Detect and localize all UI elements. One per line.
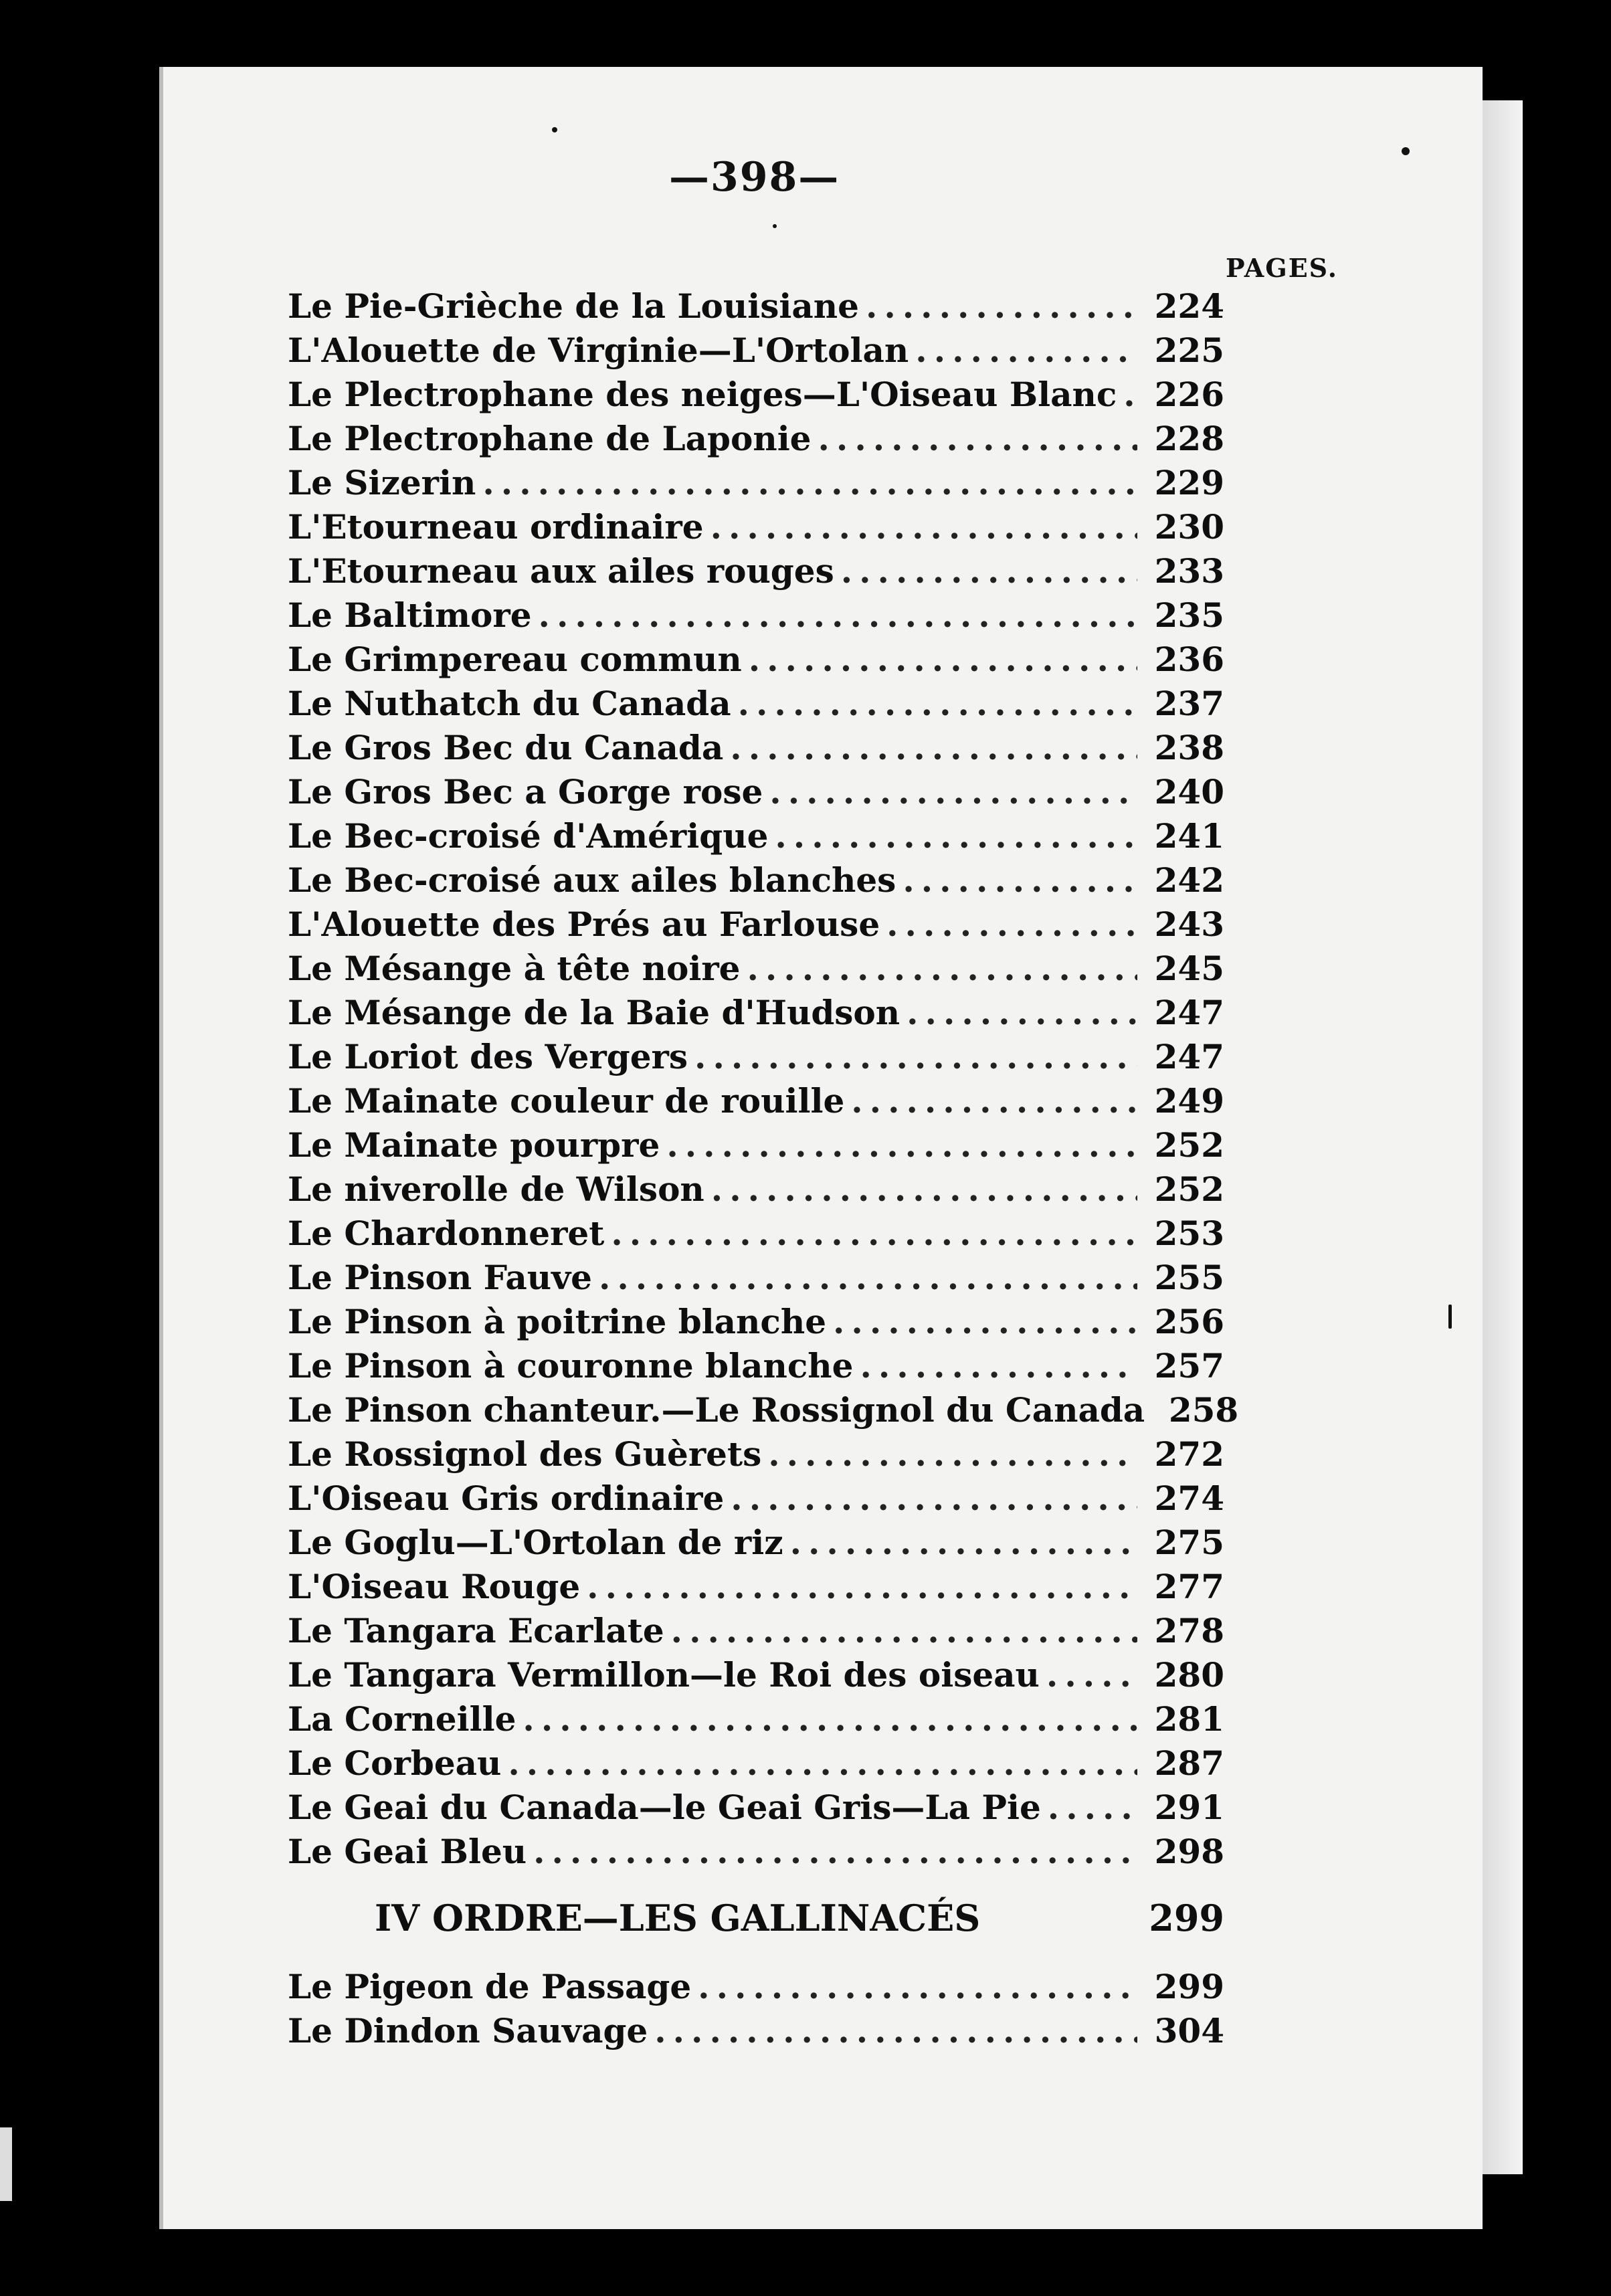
toc-entry: [288, 2009, 1224, 2053]
toc-entry-title: Le Plectrophane de Laponie: [288, 419, 812, 458]
toc-entry-title: Le Sizerin: [288, 463, 476, 502]
dot-leader: [886, 902, 1137, 947]
toc-entry-page: 236: [1154, 640, 1224, 679]
dot-leader: [611, 1212, 1137, 1256]
dot-leader: [790, 1521, 1137, 1565]
toc-entry-page: 238: [1154, 728, 1224, 767]
toc-entry-title: L'Etourneau aux ailes rouges: [288, 551, 834, 591]
dot-leader: [769, 770, 1137, 814]
dot-leader: [508, 1741, 1137, 1786]
toc-entry-page: 272: [1154, 1434, 1224, 1474]
toc-entry-title: La Corneille: [288, 1699, 516, 1739]
toc-entry: [288, 417, 1224, 461]
toc-entry-title: Le Mésange de la Baie d'Hudson: [288, 993, 901, 1032]
toc-entry: [288, 682, 1224, 726]
toc-entry-page: 226: [1154, 375, 1224, 414]
dot-leader: [841, 549, 1137, 593]
toc-entry-page: 252: [1154, 1169, 1224, 1209]
toc-entry-title: L'Etourneau ordinaire: [288, 507, 704, 547]
dot-leader: [903, 858, 1137, 902]
toc-entry-title: Le niverolle de Wilson: [288, 1169, 704, 1209]
toc-entry: [288, 505, 1224, 549]
toc-entry: [288, 1830, 1224, 1874]
toc-entry-page: 280: [1154, 1655, 1224, 1695]
dot-leader: [482, 461, 1137, 505]
toc-entry-title: Le Grimpereau commun: [288, 640, 742, 679]
dot-leader: [768, 1432, 1137, 1476]
dot-leader: [907, 991, 1137, 1035]
dot-leader: [587, 1565, 1137, 1609]
dot-leader: [818, 417, 1138, 461]
dot-leader: [1048, 1786, 1137, 1830]
dot-leader: [666, 1123, 1137, 1167]
toc-entry-page: 230: [1154, 507, 1224, 547]
toc-entry-page: 258: [1168, 1390, 1239, 1430]
toc-entry-title: Le Geai du Canada—le Geai Gris—La Pie: [288, 1788, 1041, 1827]
dot-leader: [1123, 373, 1137, 417]
toc-entry-page: 291: [1154, 1788, 1224, 1827]
ink-speck: [1402, 147, 1410, 155]
toc-entry: [288, 461, 1224, 505]
dot-leader: [738, 682, 1137, 726]
toc-entry: [288, 284, 1224, 328]
toc-entry-page: 287: [1154, 1743, 1224, 1783]
toc-entry-title: Le Pigeon de Passage: [288, 1967, 692, 2006]
toc-entry-page: 241: [1154, 816, 1224, 856]
toc-entry-title: Le Tangara Ecarlate: [288, 1611, 664, 1650]
toc-entry-title: Le Loriot des Vergers: [288, 1037, 688, 1076]
toc-entry: [288, 814, 1224, 858]
toc-entry-title: L'Oiseau Rouge: [288, 1567, 581, 1606]
ink-mark: [1448, 1305, 1452, 1329]
dot-leader: [730, 726, 1137, 770]
toc-entry-page: 245: [1154, 949, 1224, 988]
toc-entry-page: 247: [1154, 1037, 1224, 1076]
toc-entry-title: Le Plectrophane des neiges—L'Oiseau Blanc: [288, 375, 1117, 414]
toc-entry: [288, 991, 1224, 1035]
toc-entry-page: 235: [1154, 595, 1224, 635]
toc-entry-title: Le Baltimore: [288, 595, 532, 635]
toc-entry: [288, 1697, 1224, 1741]
toc-entry: [288, 947, 1224, 991]
toc-entry-page: 247: [1154, 993, 1224, 1032]
toc-entry: [288, 638, 1224, 682]
section-heading: IV ORDRE—LES GALLINACÉS: [375, 1897, 981, 1939]
toc-entry-title: Le Corbeau: [288, 1743, 502, 1783]
toc-entry-page: 225: [1154, 330, 1224, 370]
toc-entry: [288, 1476, 1224, 1521]
toc-entry-title: Le Gros Bec a Gorge rose: [288, 772, 763, 811]
toc-entry: [288, 1300, 1224, 1344]
toc-entry: [288, 1344, 1224, 1388]
toc-entry-page: 298: [1154, 1832, 1224, 1871]
toc-entry-title: Le Bec-croisé d'Amérique: [288, 816, 769, 856]
toc-entry: [288, 1432, 1224, 1476]
dot-leader: [694, 1035, 1137, 1079]
toc-entry-title: Le Dindon Sauvage: [288, 2011, 648, 2050]
toc-entry-title: Le Bec-croisé aux ailes blanches: [288, 860, 896, 900]
ink-speck: [773, 224, 777, 228]
toc-entries-before-section: [288, 284, 1239, 1874]
toc-entry-page: 228: [1154, 419, 1224, 458]
dot-leader: [710, 505, 1137, 549]
toc-entry-title: Le Pie-Grièche de la Louisiane: [288, 286, 859, 326]
toc-entry-title: L'Oiseau Gris ordinaire: [288, 1478, 725, 1518]
toc-entry-page: 253: [1154, 1214, 1224, 1253]
toc-entry-page: 252: [1154, 1125, 1224, 1165]
toc-entry-page: 229: [1154, 463, 1224, 502]
toc-entry-page: 242: [1154, 860, 1224, 900]
page-number: —398—: [669, 154, 840, 201]
toc-entry: [288, 726, 1224, 770]
toc-entry: [288, 1079, 1224, 1123]
toc-entry-page: 299: [1154, 1967, 1224, 2006]
toc-entry: [288, 328, 1224, 373]
toc-entry: [288, 373, 1224, 417]
toc-entry: [288, 1741, 1224, 1786]
toc-entries-after-section: [288, 1965, 1224, 2053]
dot-leader: [533, 1830, 1137, 1874]
dot-leader: [851, 1079, 1137, 1123]
toc-entry-page: 256: [1154, 1302, 1224, 1341]
toc-entry-page: 257: [1154, 1346, 1224, 1385]
dot-leader: [523, 1697, 1137, 1741]
toc-entry: [288, 1035, 1224, 1079]
toc-entry: [288, 902, 1224, 947]
toc-entry: [288, 1167, 1224, 1212]
toc-entry-title: Le Mésange à tête noire: [288, 949, 741, 988]
toc-entry: [288, 1565, 1224, 1609]
dot-leader: [860, 1344, 1137, 1388]
toc-entry-page: 224: [1154, 286, 1224, 326]
toc-entry: [288, 1256, 1224, 1300]
dot-leader: [833, 1300, 1137, 1344]
toc-entry-title: Le Geai Bleu: [288, 1832, 527, 1871]
toc-entry-page: 304: [1154, 2011, 1224, 2050]
toc-entry: [288, 1653, 1224, 1697]
toc-entry-title: Le Pinson à poitrine blanche: [288, 1302, 827, 1341]
toc-entry-title: Le Gros Bec du Canada: [288, 728, 724, 767]
ink-speck: [552, 127, 557, 132]
toc-entry-title: Le Mainate couleur de rouille: [288, 1081, 845, 1121]
toc-entry-title: L'Alouette de Virginie—L'Ortolan: [288, 330, 909, 370]
toc-entry-page: 249: [1154, 1081, 1224, 1121]
dot-leader: [731, 1476, 1137, 1521]
dot-leader: [698, 1965, 1137, 2009]
toc-entry-page: 237: [1154, 684, 1224, 723]
toc-entry: [288, 858, 1224, 902]
dot-leader: [747, 947, 1138, 991]
section-page-number: 299: [1149, 1897, 1224, 1939]
toc-entry-page: 255: [1154, 1258, 1224, 1297]
toc-entry-title: L'Alouette des Prés au Farlouse: [288, 904, 880, 944]
toc-entry-title: Le Pinson à couronne blanche: [288, 1346, 854, 1385]
toc-entry: [288, 1212, 1224, 1256]
toc-entry: [288, 1965, 1224, 2009]
toc-entry-page: 233: [1154, 551, 1224, 591]
toc-entry-title: Le Chardonneret: [288, 1214, 605, 1253]
toc-entry-title: Le Pinson Fauve: [288, 1258, 592, 1297]
dot-leader: [539, 593, 1137, 638]
toc-entry: [288, 770, 1224, 814]
dot-leader: [775, 814, 1137, 858]
dot-leader: [711, 1167, 1137, 1212]
toc-entry-title: Le Tangara Vermillon—le Roi des oiseau: [288, 1655, 1040, 1695]
dot-leader: [915, 328, 1137, 373]
toc-entry-page: 274: [1154, 1478, 1224, 1518]
toc-entry: [288, 1609, 1224, 1653]
table-of-contents: [288, 284, 1239, 2053]
toc-entry-page: 240: [1154, 772, 1224, 811]
toc-entry-page: 275: [1154, 1523, 1224, 1562]
dot-leader: [1046, 1653, 1137, 1697]
toc-entry: [288, 593, 1224, 638]
dot-leader: [671, 1609, 1137, 1653]
toc-entry: [288, 549, 1224, 593]
toc-entry: [288, 1388, 1239, 1432]
dot-leader: [599, 1256, 1137, 1300]
toc-entry-title: Le Nuthatch du Canada: [288, 684, 731, 723]
toc-entry-page: 281: [1154, 1699, 1224, 1739]
toc-entry: [288, 1521, 1224, 1565]
toc-entry-page: 278: [1154, 1611, 1224, 1650]
toc-entry: [288, 1786, 1224, 1830]
toc-entry-page: 277: [1154, 1567, 1224, 1606]
toc-entry-title: Le Rossignol des Guèrets: [288, 1434, 762, 1474]
dot-leader: [866, 284, 1137, 328]
dot-leader: [749, 638, 1137, 682]
toc-entry-page: 243: [1154, 904, 1224, 944]
dot-leader: [654, 2009, 1137, 2053]
section-heading-row: [288, 1885, 1224, 1951]
scan-edge-mark: [0, 2127, 12, 2201]
toc-entry-title: Le Pinson chanteur.—Le Rossignol du Canada: [288, 1390, 1145, 1430]
toc-entry: [288, 1123, 1224, 1167]
toc-entry-title: Le Goglu—L'Ortolan de riz: [288, 1523, 783, 1562]
adjacent-page-edge: [1477, 100, 1523, 2174]
toc-entry-title: Le Mainate pourpre: [288, 1125, 660, 1165]
pages-column-label: PAGES.: [1225, 253, 1338, 283]
